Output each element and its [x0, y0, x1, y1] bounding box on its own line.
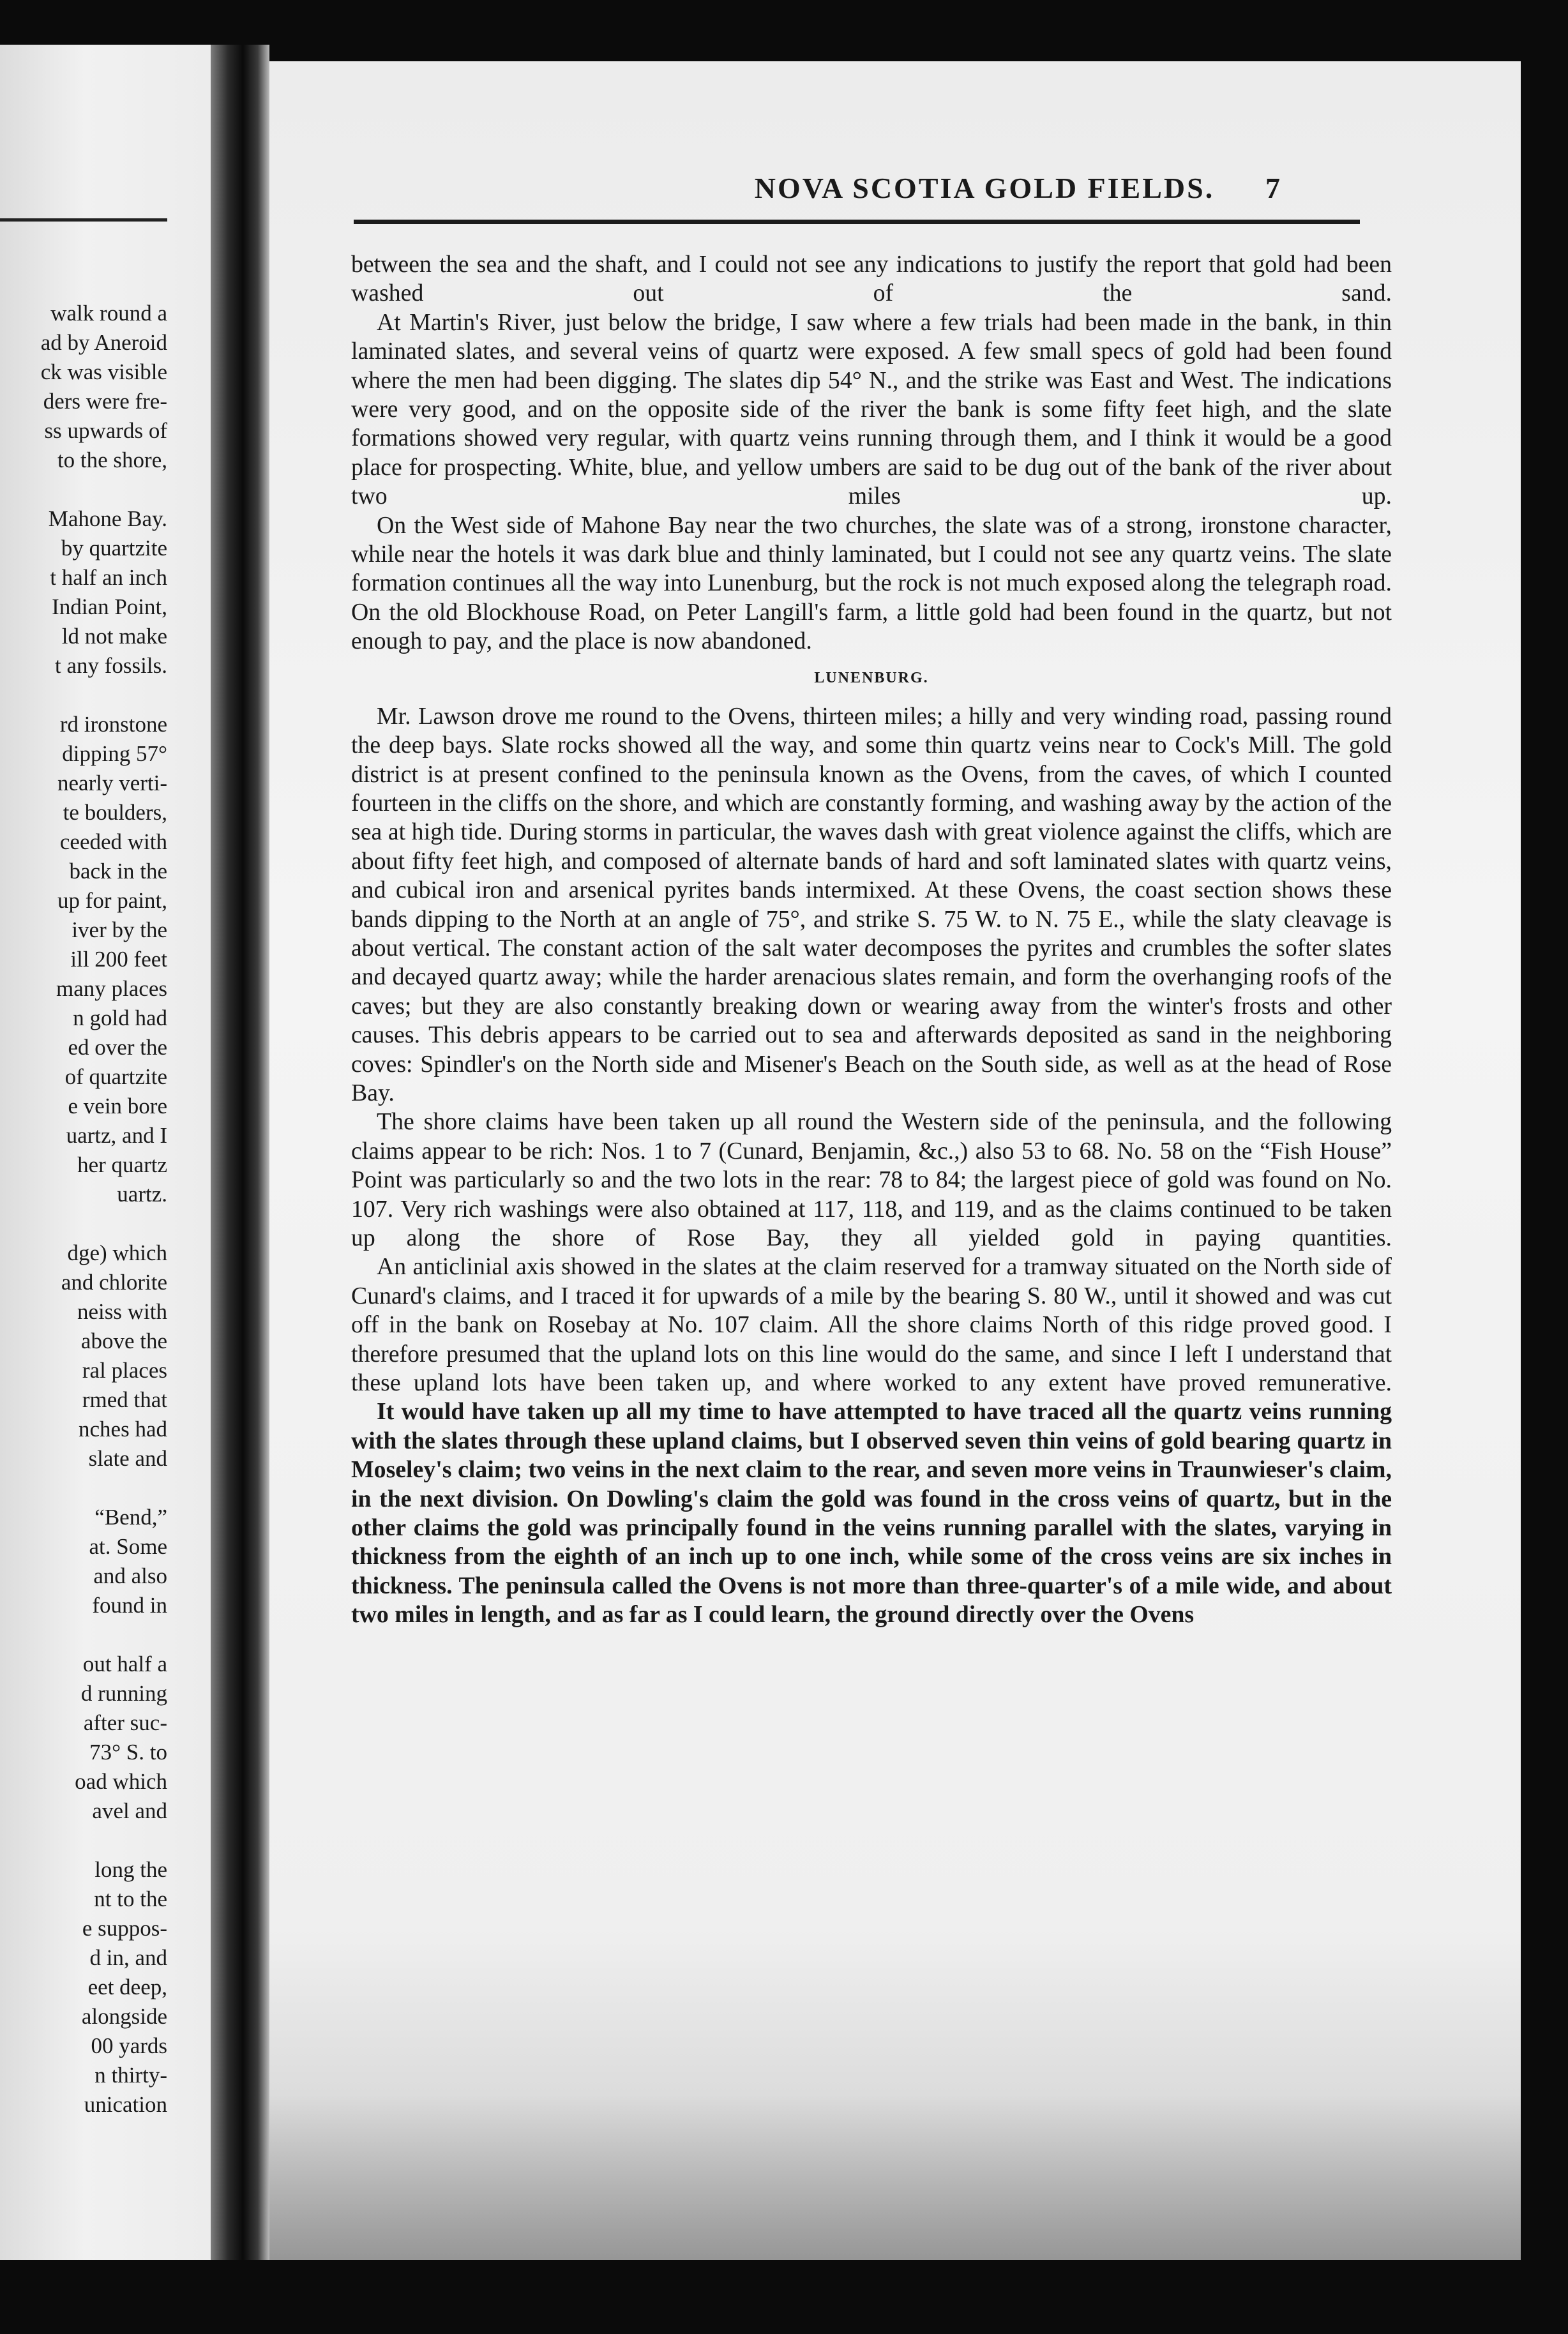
- facing-page-line: eet deep,: [87, 1975, 167, 1999]
- line-gap: [0, 1826, 167, 1855]
- facing-page-line: n gold had: [73, 1005, 167, 1030]
- facing-page-line: back in the: [69, 859, 167, 884]
- facing-page-line: oad which: [75, 1769, 167, 1794]
- facing-page-line: after suc-: [83, 1710, 167, 1735]
- running-header: [269, 171, 1521, 209]
- facing-page-line: out half a: [82, 1652, 167, 1676]
- facing-page-line: her quartz: [77, 1152, 167, 1177]
- facing-page-line: Indian Point,: [52, 594, 167, 619]
- facing-page-line: found in: [92, 1593, 167, 1618]
- facing-page-line: ad by Aneroid: [40, 330, 167, 355]
- facing-page-line: 73° S. to: [89, 1740, 167, 1765]
- header-rule: [354, 220, 1360, 224]
- body-text: [351, 250, 1392, 1630]
- facing-page-line: ed over the: [68, 1035, 167, 1060]
- facing-page-line: d running: [80, 1681, 167, 1706]
- facing-page-line: t half an inch: [50, 565, 167, 590]
- facing-page-line: ss upwards of: [44, 418, 167, 443]
- facing-page-line: and also: [93, 1563, 167, 1588]
- facing-page-line: neiss with: [77, 1299, 167, 1324]
- facing-page-line: up for paint,: [57, 888, 167, 913]
- facing-page-line: iver by the: [72, 917, 167, 942]
- paragraph: between the sea and the shaft, and I could not see any indications to justify the report that gold had been washed out of the sand.: [351, 251, 1392, 307]
- facing-page-line: e suppos-: [82, 1916, 167, 1941]
- paragraph: An anticlinial axis showed in the slates at the claim reserved for a tramway situated on the North side of Cunard's claims, and I traced it for upwards of a mile by the bearing S. 80 W., until it showed and was cut off in the bank on Rosebay at No. 107 claim. All the shore claims North of this ridge proved good. I therefore presumed that the upland lots on this line would do the same, and since I left I understand that these upland lots have been taken up, and where worked to any extent have proved remunerative.: [351, 1253, 1392, 1397]
- facing-page-line: above the: [80, 1329, 167, 1353]
- running-title: NOVA SCOTIA GOLD FIELDS.: [754, 172, 1215, 204]
- facing-page-line: of quartzite: [64, 1064, 167, 1089]
- line-gap: [0, 1473, 167, 1503]
- section-heading: LUNENBURG.: [814, 669, 929, 686]
- facing-page-line: ceeded with: [59, 829, 167, 854]
- facing-page-line: uartz.: [117, 1182, 167, 1207]
- page-shadow: [269, 2094, 1521, 2260]
- line-gap: [0, 681, 167, 710]
- facing-page-line: alongside: [81, 2004, 167, 2029]
- facing-page-line: Mahone Bay.: [48, 506, 167, 531]
- facing-page-line: many places: [56, 976, 167, 1001]
- facing-page-line: slate and: [88, 1446, 167, 1471]
- line-gap: [0, 475, 167, 504]
- paragraph: It would have taken up all my time to have attempted to have traced all the quartz veins running with the slates through these upland claims, but I observed seven thin veins of gold bearing quartz in Moseley's claim; two veins in the next claim to the rear, and seven more veins in Traunwieser's claim, in the next division. On Dowling's claim the gold was found in the cross veins of quartz, but in the other claims the gold was principally found in the veins running parallel with the slates, varying in thickness from the eighth of an inch up to one inch, while some of the cross veins are six inches in thickness. The peninsula called the Ovens is not more than three-quarter's of a mile wide, and about two miles in length, and as far as I could learn, the ground directly over the Ovens: [351, 1398, 1392, 1629]
- facing-page-line: ders were fre-: [43, 389, 167, 414]
- facing-page-line: ral places: [82, 1358, 167, 1383]
- facing-page-rule: [0, 218, 167, 222]
- facing-page-text: [0, 299, 167, 2119]
- facing-page-line: avel and: [92, 1798, 167, 1823]
- paragraph: On the West side of Mahone Bay near the two churches, the slate was of a strong, ironstone character, while near the hotels it was dark blue and thinly laminated, but I could not see any quartz veins. The slate formation continues all the way into Lunenburg, but the rock is not much exposed along the telegraph road. On the old Blockhouse Road, on Peter Langill's farm, a little gold had been found in the quartz, but not enough to pay, and the place is now abandoned.: [351, 511, 1392, 655]
- facing-page-line: ck was visible: [40, 359, 167, 384]
- document-page: [269, 61, 1521, 2260]
- facing-page-line: n thirty-: [94, 2063, 167, 2088]
- facing-page-line: ld not make: [61, 624, 167, 649]
- facing-page-line: t any fossils.: [55, 653, 167, 678]
- facing-page-line: ill 200 feet: [70, 947, 167, 972]
- facing-page-line: nches had: [79, 1417, 167, 1442]
- facing-page-line: rd ironstone: [59, 712, 167, 737]
- line-gap: [0, 1620, 167, 1650]
- facing-page-fragment: [0, 45, 211, 2260]
- facing-page-line: at. Some: [89, 1534, 167, 1559]
- facing-page-line: d in, and: [89, 1945, 167, 1970]
- facing-page-line: e vein bore: [68, 1094, 167, 1118]
- facing-page-line: and chlorite: [61, 1270, 167, 1295]
- facing-page-line: nt to the: [94, 1886, 167, 1911]
- facing-page-line: nearly verti-: [57, 771, 167, 795]
- facing-page-line: rmed that: [82, 1387, 167, 1412]
- facing-page-line: te boulders,: [63, 800, 167, 825]
- paragraph: At Martin's River, just below the bridge, I saw where a few trials had been made in the bank, in thin laminated slates, and several veins of quartz were exposed. A few small specs of gold had been found where the men had been digging. The slates dip 54° N., and the strike was East and West. The indications were very good, and on the opposite side of the river the bank is some fifty feet high, and the slate formations showed very regular, with quartz veins running through them, and I think it would be a good place for prospecting. White, blue, and yellow umbers are said to be dug out of the bank of the river about two miles up.: [351, 308, 1392, 510]
- facing-page-line: dipping 57°: [62, 741, 167, 766]
- facing-page-line: unication: [84, 2092, 167, 2117]
- facing-page-line: “Bend,”: [94, 1505, 167, 1530]
- facing-page-line: dge) which: [67, 1240, 167, 1265]
- facing-page-line: walk round a: [50, 301, 167, 326]
- facing-page-line: long the: [94, 1857, 167, 1882]
- facing-page-line: 00 yards: [91, 2033, 167, 2058]
- facing-page-line: to the shore,: [57, 448, 167, 472]
- book-spine: [211, 45, 269, 2260]
- paragraph: The shore claims have been taken up all round the Western side of the peninsula, and the following claims appear to be rich: Nos. 1 to 7 (Cunard, Benjamin, &c.,) also 53 to 68. No. 58 on the “Fish House” Point was particularly so and the two lots in the rear: 78 to 84; the largest piece of gold was found on No. 107. Very rich washings were also obtained at 117, 118, and 119, and as the claims continued to be taken up along the shore of Rose Bay, they all yielded gold in paying quantities.: [351, 1108, 1392, 1251]
- paragraph: Mr. Lawson drove me round to the Ovens, thirteen miles; a hilly and very winding road, passing round the deep bays. Slate rocks showed all the way, and some thin quartz veins near to Cock's Mill. The gold district is at present confined to the peninsula known as the Ovens, from the caves, of which I counted fourteen in the cliffs on the shore, and which are constantly forming, and washing away by the action of the sea at high tide. During storms in particular, the waves dash with great violence against the cliffs, which are about fifty feet high, and composed of alternate bands of hard and soft laminated slates with quartz veins, and cubical iron and arsenical pyrites bands intermixed. At these Ovens, the coast section shows these bands dipping to the North at an angle of 75°, and strike S. 75 W. to N. 75 E., while the slaty cleavage is about vertical. The constant action of the salt water decomposes the pyrites and crumbles the softer slates and decayed quartz away; while the harder arenacious slates remain, and form the overhanging roofs of the caves; but they are also constantly breaking down or wearing away from the winter's frosts and other causes. This debris appears to be carried out to sea and afterwards deposited as sand in the neighboring coves: Spindler's on the North side and Misener's Beach on the South side, as well as at the head of Rose Bay.: [351, 702, 1392, 1106]
- line-gap: [0, 1209, 167, 1239]
- facing-page-line: uartz, and I: [66, 1123, 167, 1148]
- page-number: 7: [1265, 172, 1280, 204]
- facing-page-line: by quartzite: [61, 536, 167, 561]
